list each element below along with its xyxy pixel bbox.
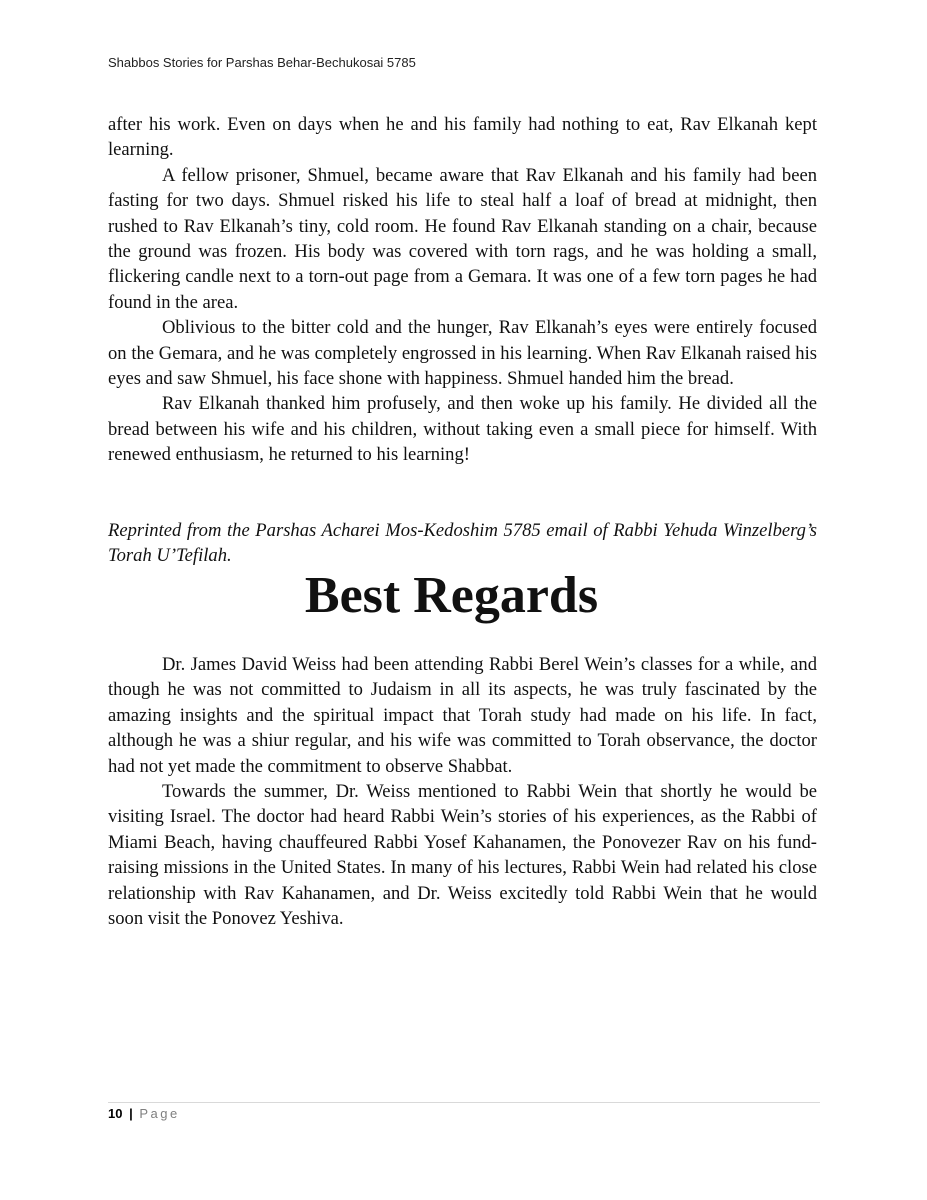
story-paragraph: after his work. Even on days when he and his family had nothing to eat, Rav Elkanah kept learning. xyxy=(108,114,817,161)
reprint-credit: Reprinted from the Parshas Acharei Mos-Kedoshim 5785 email of Rabbi Yehuda Winzelberg’s Torah U’Tefilah. xyxy=(108,520,817,567)
section-paragraph: Dr. James David Weiss had been attending Rabbi Berel Wein’s classes for a while, and though he was not committed to Judaism in all its aspects, he was truly fascinated by the amazing insights and the spiritual impact that Torah study had made on his life. In fact, although he was a shiur regular, and his wife was committed to Torah observance, the doctor had not yet made the commitment to observe Shabbat. xyxy=(108,654,817,777)
section-paragraph: Towards the summer, Dr. Weiss mentioned to Rabbi Wein that shortly he would be visiting Israel. The doctor had heard Rabbi Wein’s stories of his experiences, as the Rabbi of Miami Beach, having chauffeured Rabbi Yosef Kahanamen, the Ponovezer Rav on his fund-raising missions in the United States. In many of his lectures, Rabbi Wein had related his close relationship with Rav Kahanamen, and Dr. Weiss excitedly told Rabbi Wein that he would soon visit the Ponovez Yeshiva. xyxy=(108,781,817,930)
footer-divider xyxy=(108,1102,820,1103)
section-title: Best Regards xyxy=(304,567,599,624)
story-paragraph: Oblivious to the bitter cold and the hunger, Rav Elkanah’s eyes were entirely focused on the Gemara, and he was completely engrossed in his learning. When Rav Elkanah raised his eyes and saw Shmuel, his face shone with happiness. Shmuel handed him the bread. xyxy=(108,317,817,390)
page-label: Page xyxy=(139,1106,180,1121)
page-footer xyxy=(108,1106,180,1121)
footer-separator: | xyxy=(129,1106,133,1121)
section-body xyxy=(108,652,817,931)
story-body xyxy=(108,112,817,468)
running-header: Shabbos Stories for Parshas Behar-Bechukosai 5785 xyxy=(108,55,416,70)
page-number: 10 xyxy=(108,1106,123,1121)
story-paragraph: Rav Elkanah thanked him profusely, and then woke up his family. He divided all the bread between his wife and his children, without taking even a small piece for himself. With renewed enthusiasm, he returned to his learning! xyxy=(108,393,817,466)
story-paragraph: A fellow prisoner, Shmuel, became aware that Rav Elkanah and his family had been fasting for two days. Shmuel risked his life to steal half a loaf of bread at midnight, then rushed to Rav Elkanah’s tiny, cold room. He found Rav Elkanah standing on a chair, because the ground was frozen. His body was covered with torn rags, and he was holding a small, flickering candle next to a torn-out page from a Gemara. It was one of a few torn pages he had found in the area. xyxy=(108,164,817,313)
